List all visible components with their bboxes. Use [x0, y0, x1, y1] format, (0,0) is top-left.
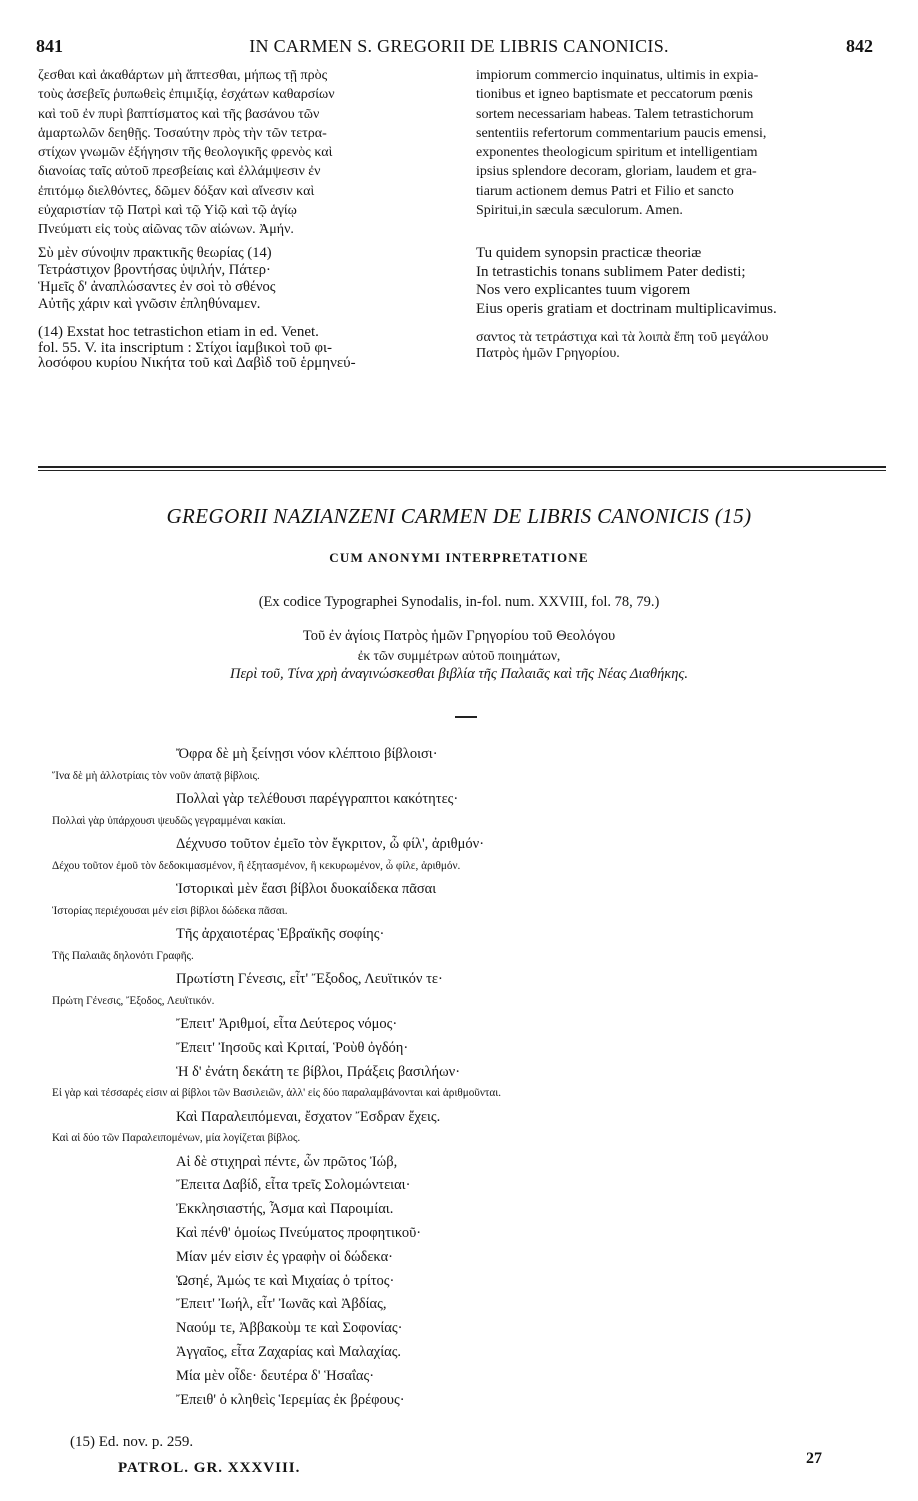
page-number-right: 842 [846, 36, 873, 56]
verse-line: Τῆς ἀρχαιοτέρας Ἑβραϊκῆς σοφίης· [176, 926, 385, 942]
section-subtitle: CUM ANONYMI INTERPRETATIONE [329, 550, 589, 565]
verse-line: Ἡ δ' ἐνάτη δεκάτη τε βίβλοι, Πράξεις βασιλήων· [176, 1063, 461, 1080]
left-paragraph [38, 66, 458, 240]
page-number-left: 841 [36, 36, 63, 56]
verse-line: Ὠσηέ, Ἀμώς τε καὶ Μιχαίας ὁ τρίτος· [176, 1272, 395, 1289]
gloss-line: Καὶ αἱ δύο τῶν Παραλειπομένων, μία λογίζεται βίβλος. [52, 1132, 301, 1145]
paragraph-line: ἐπιτόμῳ διελθόντες, δῶμεν δόξαν καὶ αἴνεσιν καὶ [38, 183, 315, 199]
separator-dash [455, 716, 477, 718]
verse-line: Nos vero explicantes tuum vigorem [476, 282, 691, 299]
paragraph-line: sententiis refertorum commentarium paucis emensi, [476, 125, 767, 141]
paragraph-line: tionibus et igneo baptismate et peccatorum pœnis [476, 87, 753, 103]
gloss-line: Εἰ γὰρ καὶ τέσσαρές εἰσιν αἱ βίβλοι τῶν Βασιλειῶν, ἀλλ' εἰς δύο παραλαμβάνονται καὶ ἀριθμοῦνται. [52, 1087, 502, 1100]
paragraph-line: sortem necessariam habeas. Talem tetrastichorum [476, 106, 754, 122]
verse-line: Ἔπειτα Δαβίδ, εἶτα τρεῖς Σολομώντειαι· [176, 1177, 411, 1194]
paragraph-line: διανοίας ταῖς αὐτοῦ πρεσβείαις καὶ ἐλλάμψεσιν ἐν [38, 164, 321, 180]
verse-line: Ὄφρα δὲ μὴ ξείνῃσι νόον κλέπτοιο βίβλοισι· [176, 746, 438, 762]
footnote-15: (15) Ed. nov. p. 259. [70, 1434, 194, 1450]
verse-line: Ἡμεῖς δ' ἀναπλώσαντες ἐν σοὶ τὸ σθένος [38, 279, 276, 296]
paragraph-line: ζεσθαι καὶ ἀκαθάρτων μὴ ἅπτεσθαι, μήπως τῇ πρὸς [38, 68, 328, 83]
footnote-line: λοσόφου κυρίου Νικήτα τοῦ καὶ Δαβὶδ τοῦ ἑρμηνεύ- [38, 356, 356, 372]
paragraph-line: ipsius splendore decoram, gloriam, laudem et gra- [476, 164, 757, 180]
verse-line: Πολλαὶ γὰρ τελέθουσι παρέγγραπτοι κακότητες· [176, 791, 459, 807]
footnote-line: σαντος τὰ τετράστιχα καὶ τὰ λοιπὰ ἔπη τοῦ μεγάλου [476, 330, 769, 346]
gloss-line: Πρώτη Γένεσις, Ἔξοδος, Λευϊτικόν. [52, 994, 215, 1007]
paragraph-line: στίχων γνωμῶν ἐξήγησιν τῆς θεολογικῆς φρενὸς καὶ [38, 145, 333, 161]
paragraph-line: impiorum commercio inquinatus, ultimis in expia- [476, 68, 759, 83]
right-verse [476, 244, 886, 318]
left-verse [38, 245, 458, 314]
verse-line: Ἐκκλησιαστής, Ἆσμα καὶ Παροιμίαι. [176, 1201, 394, 1218]
verse-line: Tu quidem synopsin practicæ theoriæ [476, 245, 702, 262]
verse-line: Μία μὲν οἶδε· δευτέρα δ' Ἡσαΐας· [176, 1367, 375, 1384]
verse-line: Ἔπειτ' Ἀριθμοί, εἶτα Δεύτερος νόμος· [176, 1016, 398, 1032]
greek-heading-line-2: ἐκ τῶν συμμέτρων αὐτοῦ ποιημάτων, [357, 648, 561, 663]
paragraph-line: εὐχαριστίαν τῷ Πατρὶ καὶ τῷ Υἱῷ καὶ τῷ ἁγίῳ [38, 203, 297, 219]
paragraph-line: tiarum actionem demus Patri et Filio et sancto [476, 183, 734, 199]
verse-line: Ναούμ τε, Ἀββακοὺμ τε καὶ Σοφονίας· [176, 1320, 403, 1337]
verse-line: Καὶ Παραλειπόμεναι, ἔσχατον Ἔσδραν ἔχεις. [176, 1108, 441, 1125]
footnote-line: (14) Exstat hoc tetrastichon etiam in ed. Venet. [38, 325, 319, 341]
greek-heading-line-3: Περὶ τοῦ, Τίνα χρὴ ἀναγινώσκεσθαι βιβλία τῆς Παλαιᾶς καὶ τῆς Νέας Διαθήκης. [230, 666, 688, 682]
footnote-line: fol. 55. V. ita inscriptum : Στίχοι ἰαμβικοὶ τοῦ φι- [38, 340, 333, 356]
verse-line: In tetrastichis tonans sublimem Pater dedisti; [476, 263, 746, 280]
gloss-line: Ἵνα δὲ μὴ ἀλλοτρίαις τὸν νοῦν ἀπατᾷ βίβλοις. [52, 769, 260, 782]
gloss-line: Δέχου τοῦτον ἐμοῦ τὸν δεδοκιμασμένον, ἢ ἐξητασμένον, ἢ κεκυρωμένον, ὦ φίλε, ἀριθμόν. [52, 859, 461, 872]
gloss-line: Πολλαὶ γὰρ ὑπάρχουσι ψευδῶς γεγραμμέναι κακίαι. [52, 814, 286, 827]
verse-line: Ἔπειτ' Ἰησοῦς καὶ Κριταί, Ῥοὺθ ὀγδόη· [176, 1039, 409, 1056]
paragraph-line: Πνεύματι εἰς τοὺς αἰῶνας τῶν αἰώνων. Ἀμήν. [38, 222, 294, 238]
verse-line: Πρωτίστη Γένεσις, εἶτ' Ἔξοδος, Λευϊτικόν τε· [176, 971, 443, 987]
divider-thin [38, 470, 886, 471]
verse-line: Σὺ μὲν σύνοψιν πρακτικῆς θεωρίας (14) [38, 244, 272, 261]
verse-line: Ἀγγαῖος, εἶτα Ζαχαρίας καὶ Μαλαχίας. [176, 1344, 402, 1360]
divider-thick [38, 466, 886, 468]
folio-number: 27 [806, 1450, 822, 1467]
paragraph-line: exponentes theologicum spiritum et intelligentiam [476, 145, 758, 161]
verse-line: Ἱστορικαὶ μὲν ἔασι βίβλοι δυοκαίδεκα πᾶσαι [176, 881, 437, 897]
footnote-line: Πατρὸς ἡμῶν Γρηγορίου. [476, 346, 620, 362]
verse-line: Αὐτῆς χάριν καὶ γνῶσιν ἐπληθύναμεν. [38, 296, 261, 313]
left-column [38, 66, 458, 372]
paragraph-line: τοὺς ἀσεβεῖς ῥυπωθεὶς ἐπιμιξίᾳ, ἐσχάτων καθαρσίων [38, 87, 335, 103]
right-footnote [476, 330, 886, 362]
verse-line: Τετράστιχον βροντήσας ὑψιλήν, Πάτερ· [38, 261, 271, 278]
verse-line: Μίαν μέν εἰσιν ἐς γραφὴν οἱ δώδεκα· [176, 1248, 394, 1265]
section-source: (Ex codice Typographei Synodalis, in-fol. num. XXVIII, fol. 78, 79.) [258, 594, 660, 610]
verse-line: Eius operis gratiam et doctrinam multiplicavimus. [476, 300, 777, 317]
left-footnote [38, 325, 458, 372]
section-title: GREGORII NAZIANZENI CARMEN DE LIBRIS CANONICIS (15) [166, 504, 752, 528]
verse-line: Ἔπειθ' ὁ κληθεὶς Ἱερεμίας ἐκ βρέφους· [176, 1391, 405, 1408]
right-paragraph [476, 66, 886, 220]
patrol-reference: PATROL. GR. XXXVIII. [118, 1460, 301, 1476]
paragraph-line: Spiritui,in sæcula sæculorum. Amen. [476, 203, 683, 219]
gloss-line: Τῆς Παλαιᾶς δηλονότι Γραφῆς. [52, 949, 194, 962]
verse-line: Ἔπειτ' Ἰωήλ, εἶτ' Ἰωνᾶς καὶ Ἀβδίας, [176, 1296, 387, 1313]
right-column [476, 66, 886, 362]
verse-line: Δέχνυσο τοῦτον ἐμεῖο τὸν ἔγκριτον, ὦ φίλ', ἀριθμόν· [176, 836, 485, 852]
verse-line: Αἱ δὲ στιχηραὶ πέντε, ὧν πρῶτος Ἰώβ, [176, 1153, 398, 1170]
greek-heading-line-1: Τοῦ ἐν ἁγίοις Πατρὸς ἡμῶν Γρηγορίου τοῦ Θεολόγου [302, 628, 616, 644]
verse-line: Καὶ πένθ' ὁμοίως Πνεύματος προφητικοῦ· [176, 1225, 422, 1241]
paragraph-line: καὶ τοῦ ἐν πυρὶ βαπτίσματος καὶ τῆς βασάνου τῶν [38, 106, 320, 122]
running-title: IN CARMEN S. GREGORII DE LIBRIS CANONICIS. [249, 36, 669, 56]
paragraph-line: ἁμαρτωλῶν δεηθῇς. Τοσαύτην πρὸς τὴν τῶν τετρα- [38, 125, 327, 141]
gloss-line: Ἱστορίας περιέχουσαι μέν εἰσι βίβλοι δώδεκα πᾶσαι. [52, 904, 288, 917]
